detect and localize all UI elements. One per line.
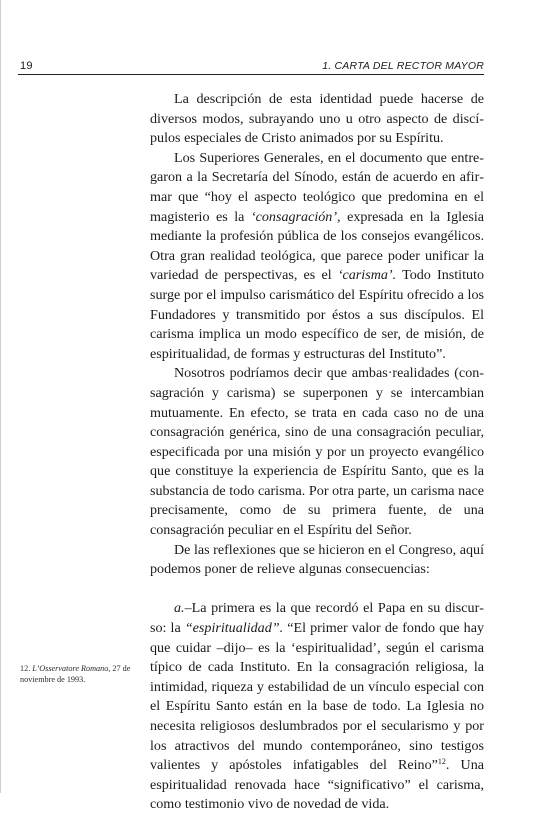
paragraph-point-a: a.–La primera es la que recordó el Papa en su discurso: la “espiritualidad”. “El primer valor de fondo que hay que cuidar –dijo– es la ‘espiritualidad’, según el carisma típico de cada Instituto. En la consagración religiosa, la intimidad, riqueza y estabilidad de un vínculo especial con el Espíritu Santo están en la base de todo. La Iglesia no necesita religiosos deslumbrados por el secularismo y por los atractivos del mundo contemporáneo, sino testigos valientes y apóstoles infatigables del Reino”$^{12}$. Una espiritualidad renovada hace “significativo” el carisma, como testimonio vivo de novedad de vida. xyxy=(150,600,484,813)
emphasis-consagracion: ‘consagración’, xyxy=(250,208,341,225)
paragraph: Los Superiores Generales, en el documento que entregaron a la Secretaría del Sínodo, están de acuerdo en afirmar que “hoy el aspecto teológico que predomina en el magisterio es la ‘consagración’, expresada en la Iglesia mediante la profesión pública de los consejos evangélicos. Otra gran realidad teológica, que parece poder unificar la variedad de perspectivas, es el ‘carisma’. Todo Instituto surge por el impulso carismático del Espíritu ofrecido a los Fundadores y transmitido por éstos a sus discípulos. El carisma implica un modo específico de ser, de misión, de espiritualidad, de formas y estructuras del Instituto”. xyxy=(150,149,484,362)
footnote-source: L’Osservatore Romano, xyxy=(32,664,111,673)
paragraph: La descripción de esta identidad puede hacerse de diversos modos, subrayando uno u otro aspecto de discípulos especiales de Cristo animados por su Espíritu. xyxy=(150,91,484,147)
header-rule xyxy=(18,74,484,75)
footnote xyxy=(20,664,138,685)
point-marker: a. xyxy=(174,600,185,617)
footnote-ref[interactable]: 12 xyxy=(437,757,446,767)
paragraph: De las reflexiones que se hicieron en el Congreso, aquí podemos poner de relieve algunas consecuencias: xyxy=(150,541,484,578)
emphasis-espiritualidad: “espiritualidad”. xyxy=(184,620,284,637)
body-text xyxy=(150,90,484,815)
scan-edge xyxy=(0,0,1,793)
paragraph: Nosotros podríamos decir que ambas·realidades (consagración y carisma) se superponen y se intercambian mutuamente. En efecto, se trata en cada caso no de una consagración genérica, sino de una consagración peculiar, especificada por una misión y por un proyecto evangélico que constituye la experiencia de Espíritu Santo, que es la substancia de todo carisma. Por otra parte, un carisma nace precisamente, como de su primera fuente, de una consagración peculiar en el Espíritu del Señor. xyxy=(150,365,484,539)
footnote-number: 12. xyxy=(20,664,31,673)
emphasis-carisma: ‘carisma’. xyxy=(337,267,397,284)
page-number: 19 xyxy=(20,60,33,72)
running-title: 1. CARTA DEL RECTOR MAYOR xyxy=(322,60,484,72)
footnote-date: 27 de noviembre de 1993. xyxy=(20,664,131,684)
